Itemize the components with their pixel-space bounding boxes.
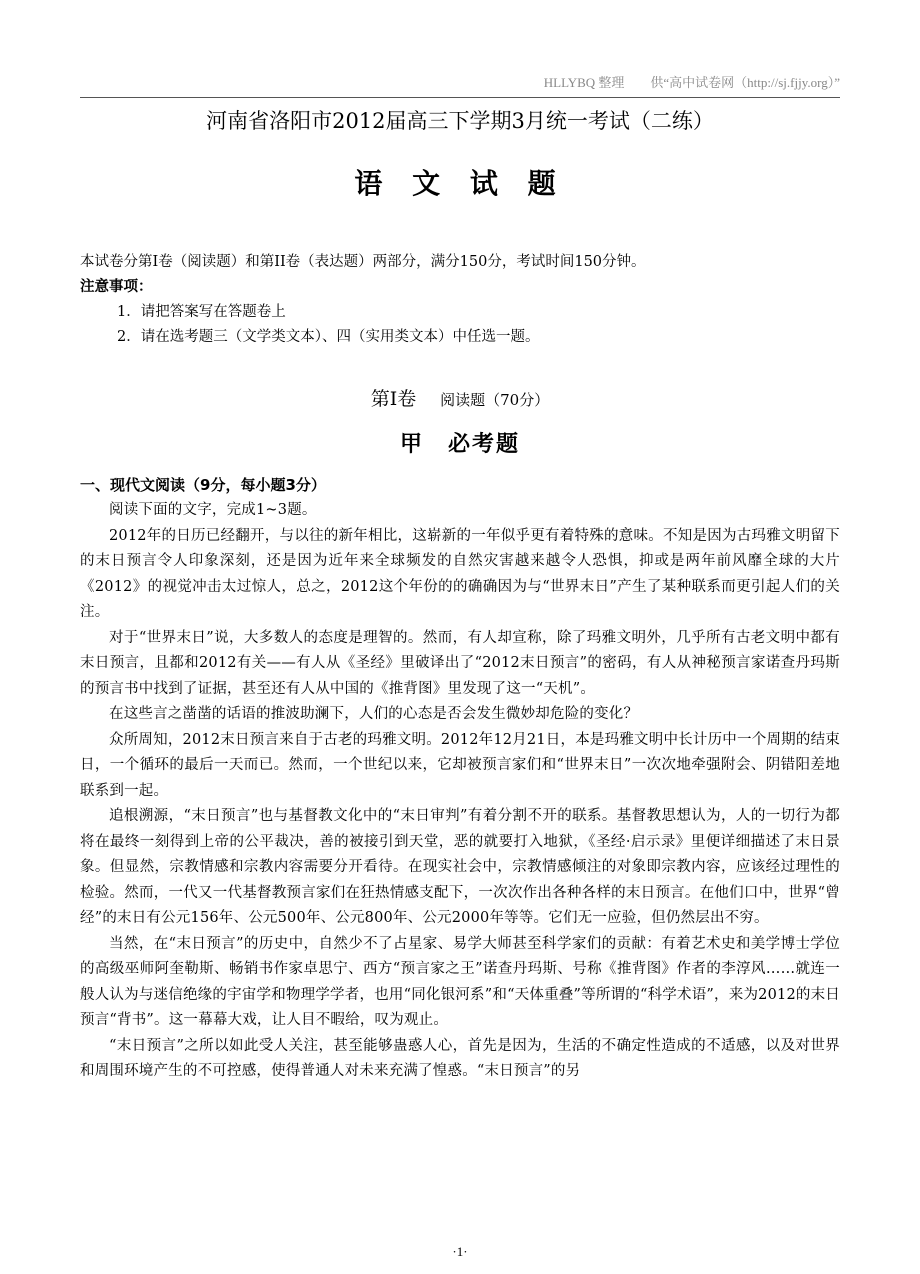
page-content bbox=[80, 102, 840, 1085]
article-paragraph: 对于“世界末日”说，大多数人的态度是理智的。然而，有人却宣称，除了玛雅文明外，几乎所有古老文明中都有末日预言，且都和2012有关——有人从《圣经》里破译出了“2012末日预言”的密码，有人从神秘预言家诺查丹玛斯的预言书中找到了证据，甚至还有人从中国的《推背图》里发现了这一“天机”。 bbox=[80, 629, 840, 697]
part-label: 第Ⅰ卷 bbox=[370, 388, 417, 410]
notes-heading: 注意事项： bbox=[80, 279, 153, 295]
section-title: 甲 必考题 bbox=[399, 432, 520, 457]
article-paragraph: 2012年的日历已经翻开，与以往的新年相比，这崭新的一年似乎更有着特殊的意味。不知是因为古玛雅文明留下的末日预言令人印象深刻，还是因为近年来全球频发的自然灾害越来越令人恐惧，抑或是两年前风靡全球的大片《2012》的视觉冲击太过惊人，总之，2012这个年份的的确确因为与“世界末日”产生了某种联系而更引起人们的关注。 bbox=[80, 527, 840, 620]
subject-title: 语 文 试 题 bbox=[354, 167, 566, 200]
page-header: HLLYBQ 整理 供“高中试卷网（http://sj.fjjy.org）” bbox=[80, 72, 840, 98]
article-body bbox=[80, 524, 840, 1085]
note-item: 2．请在选考题三（文学类文本）、四（实用类文本）中任选一题。 bbox=[117, 329, 540, 345]
notes-block bbox=[80, 275, 840, 350]
article-paragraph: 在这些言之凿凿的话语的推波助澜下，人们的心态是否会发生微妙却危险的变化？ bbox=[109, 706, 639, 722]
article-paragraph: 当然，在“末日预言”的历史中，自然少不了占星家、易学大师甚至科学家们的贡献：有着艺术史和美学博士学位的高级巫师阿奎勒斯、畅销书作家卓思宁、西方“预言家之王”诺查丹玛斯、号称《推背图》作者的李淳风……就连一般人认为与迷信绝缘的宇宙学和物理学学者，也用“同化银河系”和“天体重叠”等所谓的“科学术语”，来为2012的末日预言“背书”。这一幕幕大戏，让人目不暇给，叹为观止。 bbox=[80, 935, 840, 1028]
article-paragraph: 追根溯源，“末日预言”也与基督教文化中的“末日审判”有着分割不开的联系。基督教思想认为，人的一切行为都将在最终一刻得到上帝的公平裁决，善的被接引到天堂，恶的就要打入地狱，《圣经·启示录》里便详细描述了末日景象。但显然，宗教情感和宗教内容需要分开看待。在现实社会中，宗教情感倾注的对象即宗教内容，应该经过理性的检验。然而，一代又一代基督教预言家们在狂热情感支配下，一次次作出各种各样的末日预言。在他们口中，世界“曾经”的末日有公元156年、公元500年、公元800年、公元2000年等等。它们无一应验，但仍然层出不穷。 bbox=[80, 808, 840, 926]
part-title bbox=[80, 384, 840, 415]
note-item: 1．请把答案写在答题卷上 bbox=[117, 304, 286, 320]
question-heading: 一、现代文阅读（9分，每小题3分） bbox=[80, 476, 326, 494]
part-name: 阅读题（70分） bbox=[440, 391, 550, 409]
page-number: ·1· bbox=[452, 1244, 468, 1259]
exam-title: 河南省洛阳市2012届高三下学期3月统一考试（二练） bbox=[206, 109, 714, 133]
article-paragraph: 众所周知，2012末日预言来自于古老的玛雅文明。2012年12月21日，本是玛雅文明中长计历中一个周期的结束日，一个循环的最后一天而已。然而，一个世纪以来，它却被预言家们和“世界末日”一次次地牵强附会、阴错阳差地联系到一起。 bbox=[80, 731, 840, 799]
exam-intro: 本试卷分第I卷（阅读题）和第II卷（表达题）两部分，满分150分，考试时间150分钟。 bbox=[80, 254, 646, 270]
question-instruction: 阅读下面的文字，完成1~3题。 bbox=[109, 502, 317, 518]
article-paragraph: “末日预言”之所以如此受人关注，甚至能够蛊惑人心，首先是因为，生活的不确定性造成的不适感，以及对世界和周围环境产生的不可控感，使得普通人对未来充满了惶惑。“末日预言”的另 bbox=[80, 1037, 840, 1079]
